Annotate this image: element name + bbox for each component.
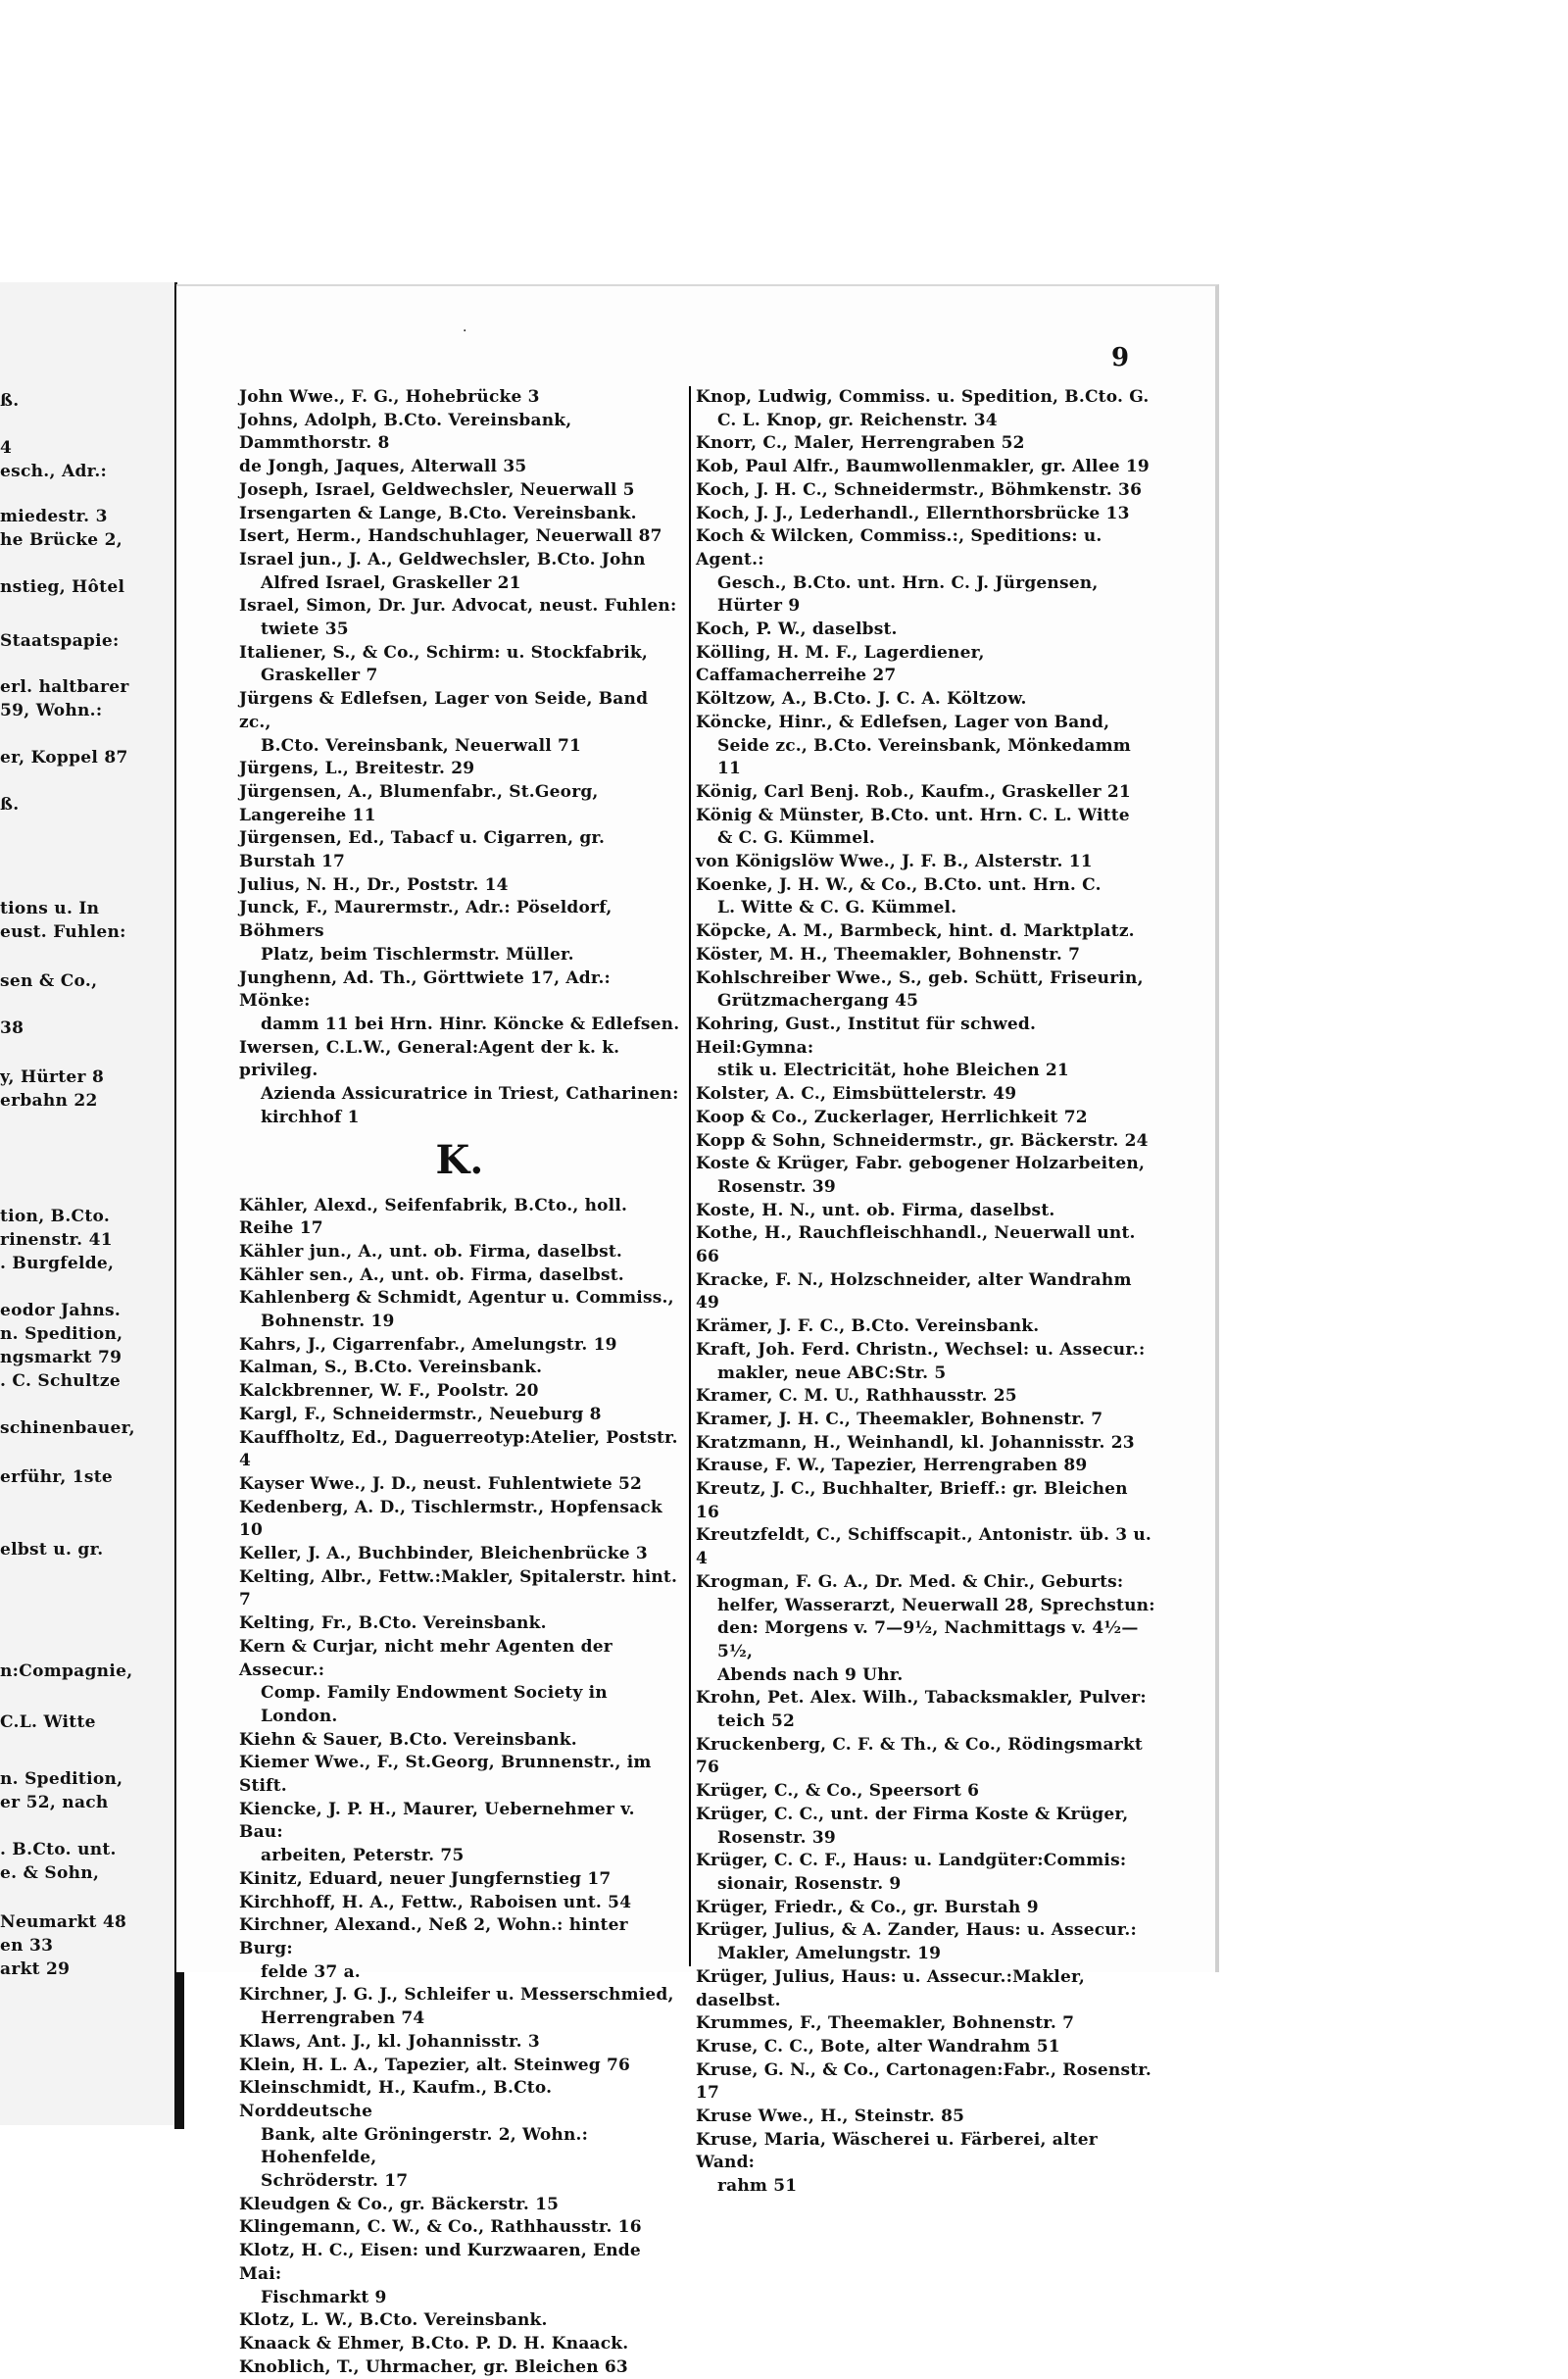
directory-entry-continuation: felde 37 a. <box>261 1961 361 1982</box>
directory-entry: Kauffholtz, Ed., Daguerreotyp:Atelier, Poststr. 4 <box>239 1427 678 1471</box>
directory-entry: Kedenberg, A. D., Tischlermstr., Hopfensack 10 <box>239 1497 662 1541</box>
directory-entry-continuation: Rosenstr. 39 <box>717 1827 836 1848</box>
directory-entry: Kruse, Maria, Wäscherei u. Färberei, alter Wand: <box>696 2129 1098 2173</box>
directory-entry-continuation: Fischmarkt 9 <box>261 2287 387 2307</box>
directory-entry: Köster, M. H., Theemakler, Bohnenstr. 7 <box>696 944 1081 965</box>
directory-entry: Israel jun., J. A., Geldwechsler, B.Cto. John <box>239 549 646 570</box>
directory-entry-continuation: & C. G. Kümmel. <box>717 828 876 849</box>
directory-entry: Jürgensen, A., Blumenfabr., St.Georg, Langereihe 11 <box>239 781 599 825</box>
directory-entry: Kahlenberg & Schmidt, Agentur u. Commiss., <box>239 1288 674 1309</box>
directory-entry: Kleinschmidt, H., Kaufm., B.Cto. Norddeutsche <box>239 2078 553 2121</box>
left-page-text-fragment: n:Compagnie, <box>0 1661 133 1681</box>
directory-column-left <box>239 386 680 2379</box>
directory-entry: Krummes, F., Theemakler, Bohnenstr. 7 <box>696 2013 1075 2034</box>
directory-entry: Kalckbrenner, W. F., Poolstr. 20 <box>239 1381 539 1402</box>
directory-entry: Kähler, Alexd., Seifenfabrik, B.Cto., holl. Reihe 17 <box>239 1195 628 1239</box>
directory-entry: Krüger, C. C. F., Haus: u. Landgüter:Commis: <box>696 1851 1127 1871</box>
left-page-text-fragment: n. Spedition, <box>0 1769 123 1789</box>
left-page-text-fragment: eodor Jahns. <box>0 1301 122 1320</box>
left-page-text-fragment: e. & Sohn, <box>0 1863 100 1883</box>
directory-entry-continuation: Azienda Assicuratrice in Triest, Catharinen: <box>261 1084 679 1105</box>
directory-entry: Klein, H. L. A., Tapezier, alt. Steinweg 76 <box>239 2055 631 2075</box>
directory-entry: Kohring, Gust., Institut für schwed. Heil:Gymna: <box>696 1014 1037 1058</box>
directory-entry: Kramer, J. H. C., Theemakler, Bohnenstr. 7 <box>696 1409 1103 1429</box>
directory-entry: Krogman, F. G. A., Dr. Med. & Chir., Geburts: <box>696 1571 1124 1592</box>
directory-entry: Knorr, C., Maler, Herrengraben 52 <box>696 433 1025 454</box>
directory-entry: Koch & Wilcken, Commiss.:, Speditions: u. Agent.: <box>696 526 1102 570</box>
directory-entry: Kolster, A. C., Eimsbüttelerstr. 49 <box>696 1084 1017 1105</box>
directory-entry: Kreutzfeldt, C., Schiffscapit., Antonistr. üb. 3 u. 4 <box>696 1525 1152 1569</box>
directory-entry: Kelting, Albr., Fettw.:Makler, Spitalerstr. hint. 7 <box>239 1566 678 1611</box>
directory-entry: Kern & Curjar, nicht mehr Agenten der Assecur.: <box>239 1636 612 1680</box>
directory-entry-continuation: Graskeller 7 <box>261 666 378 686</box>
directory-entry: Krüger, C. C., unt. der Firma Koste & Krüger, <box>696 1804 1129 1824</box>
directory-entry-continuation: Schröderstr. 17 <box>261 2171 409 2192</box>
directory-entry: Keller, J. A., Buchbinder, Bleichenbrücke 3 <box>239 1544 648 1564</box>
directory-entry-continuation: twiete 35 <box>261 620 349 640</box>
directory-entry-continuation: sionair, Rosenstr. 9 <box>717 1874 902 1894</box>
directory-entry: Krohn, Pet. Alex. Wilh., Tabacksmakler, Pulver: <box>696 1688 1147 1709</box>
directory-entry: Kleudgen & Co., gr. Bäckerstr. 15 <box>239 2194 560 2214</box>
directory-entry: Kracke, F. N., Holzschneider, alter Wandrahm 49 <box>696 1269 1132 1313</box>
directory-entry: Kruckenberg, C. F. & Th., & Co., Rödingsmarkt 76 <box>696 1734 1143 1778</box>
left-page-text-fragment: tion, B.Cto. <box>0 1207 111 1226</box>
directory-entry: Koop & Co., Zuckerlager, Herrlichkeit 72 <box>696 1107 1088 1127</box>
left-page-text-fragment: Staatspapie: <box>0 631 120 651</box>
left-page-text-fragment: nstieg, Hôtel <box>0 577 125 597</box>
left-page-text-fragment: arkt 29 <box>0 1959 71 1979</box>
directory-entry: Knop, Ludwig, Commiss. u. Spedition, B.Cto. G. <box>696 387 1150 407</box>
directory-entry-continuation: Comp. Family Endowment Society in London. <box>261 1683 608 1726</box>
directory-entry: Knaack & Ehmer, B.Cto. P. D. H. Knaack. <box>239 2333 629 2354</box>
directory-entry: Kahrs, J., Cigarrenfabr., Amelungstr. 19 <box>239 1334 617 1355</box>
directory-entry-continuation: Alfred Israel, Graskeller 21 <box>261 572 521 593</box>
directory-entry-continuation: kirchhof 1 <box>261 1107 360 1127</box>
left-page-text-fragment: erl. haltbarer <box>0 677 129 697</box>
directory-entry: de Jongh, Jaques, Alterwall 35 <box>239 457 527 477</box>
directory-entry-continuation: stik u. Electricität, hohe Bleichen 21 <box>717 1061 1069 1081</box>
directory-entry: Kelting, Fr., B.Cto. Vereinsbank. <box>239 1613 547 1634</box>
directory-entry: Klotz, L. W., B.Cto. Vereinsbank. <box>239 2310 548 2331</box>
left-page-text-fragment: er 52, nach <box>0 1793 109 1812</box>
left-page-text-fragment: 38 <box>0 1018 24 1038</box>
column-divider <box>689 386 691 1966</box>
left-page-text-fragment: C.L. Witte <box>0 1712 96 1732</box>
directory-entry: Kratzmann, H., Weinhandl, kl. Johannisstr. 23 <box>696 1432 1135 1453</box>
directory-entry: Krämer, J. F. C., B.Cto. Vereinsbank. <box>696 1316 1040 1337</box>
directory-entry: Kopp & Sohn, Schneidermstr., gr. Bäckerstr. 24 <box>696 1130 1149 1151</box>
left-page-text-fragment: 59, Wohn.: <box>0 701 103 720</box>
left-page-text-fragment: . Burgfelde, <box>0 1254 115 1273</box>
directory-entry: Koste & Krüger, Fabr. gebogener Holzarbeiten, <box>696 1154 1146 1174</box>
directory-entry: Kraft, Joh. Ferd. Christn., Wechsel: u. Assecur.: <box>696 1339 1146 1360</box>
directory-entry-continuation: Hürter 9 <box>717 596 801 617</box>
directory-entry: Köncke, Hinr., & Edlefsen, Lager von Band, <box>696 712 1110 732</box>
directory-entry: Kruse, C. C., Bote, alter Wandrahm 51 <box>696 2036 1060 2057</box>
directory-entry: Jürgens, L., Breitestr. 29 <box>239 759 475 779</box>
directory-entry-continuation: Herrengraben 74 <box>261 2008 425 2029</box>
left-page-text-fragment: n. Spedition, <box>0 1324 123 1344</box>
directory-entry-continuation: Seide zc., B.Cto. Vereinsbank, Mönkedamm 11 <box>717 735 1131 779</box>
directory-entry: Krüger, Julius, Haus: u. Assecur.:Makler, daselbst. <box>696 1966 1086 2010</box>
directory-entry: Krüger, Julius, & A. Zander, Haus: u. Assecur.: <box>696 1920 1138 1941</box>
directory-entry: Jürgens & Edlefsen, Lager von Seide, Band zc., <box>239 689 649 732</box>
directory-entry-continuation: B.Cto. Vereinsbank, Neuerwall 71 <box>261 735 582 756</box>
left-page-text-fragment: he Brücke 2, <box>0 530 122 550</box>
directory-entry: Kreutz, J. C., Buchhalter, Brieff.: gr. Bleichen 16 <box>696 1479 1128 1522</box>
directory-entry: König, Carl Benj. Rob., Kaufm., Graskeller 21 <box>696 781 1131 802</box>
directory-entry: Koch, J. H. C., Schneidermstr., Böhmkenstr. 36 <box>696 479 1143 500</box>
directory-entry: Johns, Adolph, B.Cto. Vereinsbank, Dammthorstr. 8 <box>239 410 572 454</box>
directory-entry: Kähler jun., A., unt. ob. Firma, daselbst. <box>239 1241 623 1262</box>
directory-entry-continuation: Bohnenstr. 19 <box>261 1312 395 1332</box>
directory-entry: Kirchner, J. G. J., Schleifer u. Messerschmied, <box>239 1985 674 2006</box>
left-page-text-fragment: Neumarkt 48 <box>0 1912 127 1932</box>
directory-entry: Klingemann, C. W., & Co., Rathhausstr. 16 <box>239 2217 642 2238</box>
left-page-text-fragment: sen & Co., <box>0 971 98 991</box>
page-number: 9 <box>1111 343 1130 372</box>
left-page-text-fragment: er, Koppel 87 <box>0 748 128 768</box>
directory-entry: Jürgensen, Ed., Tabacf u. Cigarren, gr. Burstah 17 <box>239 828 606 872</box>
directory-entry: Koenke, J. H. W., & Co., B.Cto. unt. Hrn. C. <box>696 874 1102 895</box>
directory-entry: Junck, F., Maurermstr., Adr.: Pöseldorf, Böhmers <box>239 898 612 942</box>
directory-entry: Kiencke, J. P. H., Maurer, Uebernehmer v. Bau: <box>239 1799 635 1843</box>
left-page-text-fragment: 4 <box>0 438 13 458</box>
directory-entry-continuation: Bank, alte Gröningerstr. 2, Wohn.: Hohenfelde, <box>261 2124 589 2168</box>
left-page-text-fragment: ngsmarkt 79 <box>0 1348 122 1367</box>
left-page-text-fragment: y, Hürter 8 <box>0 1067 105 1087</box>
directory-entry: Krüger, C., & Co., Speersort 6 <box>696 1781 980 1802</box>
directory-entry: Köpcke, A. M., Barmbeck, hint. d. Marktplatz. <box>696 921 1135 942</box>
directory-entry: Kothe, H., Rauchfleischhandl., Neuerwall unt. 66 <box>696 1223 1136 1267</box>
directory-entry: Israel, Simon, Dr. Jur. Advocat, neust. Fuhlen: <box>239 596 677 617</box>
directory-entry: Koste, H. N., unt. ob. Firma, daselbst. <box>696 1200 1055 1220</box>
directory-entry-continuation: teich 52 <box>717 1711 796 1732</box>
left-page-text-fragment: ß. <box>0 795 20 815</box>
directory-entry: Kramer, C. M. U., Rathhausstr. 25 <box>696 1386 1017 1407</box>
left-page-text-fragment: miedestr. 3 <box>0 507 108 526</box>
left-page-text-fragment: erbahn 22 <box>0 1091 98 1111</box>
section-letter-heading: K. <box>435 1136 484 1183</box>
left-page-text-fragment: erführ, 1ste <box>0 1467 114 1487</box>
directory-column-right <box>696 386 1156 2199</box>
left-page-text-fragment: tions u. In <box>0 899 100 918</box>
directory-entry: Kohlschreiber Wwe., S., geb. Schütt, Friseurin, <box>696 967 1144 988</box>
directory-entry: Koch, J. J., Lederhandl., Ellernthorsbrücke 13 <box>696 503 1130 523</box>
directory-entry-continuation: helfer, Wasserarzt, Neuerwall 28, Sprechstun: <box>717 1595 1155 1615</box>
directory-entry-continuation: Abends nach 9 Uhr. <box>717 1664 904 1685</box>
directory-entry-continuation: C. L. Knop, gr. Reichenstr. 34 <box>717 410 998 430</box>
directory-entry: Isert, Herm., Handschuhlager, Neuerwall 87 <box>239 526 662 547</box>
directory-entry-continuation: Makler, Amelungstr. 19 <box>717 1944 942 1964</box>
directory-entry: Krüger, Friedr., & Co., gr. Burstah 9 <box>696 1897 1039 1917</box>
directory-entry: König & Münster, B.Cto. unt. Hrn. C. L. Witte <box>696 805 1130 825</box>
left-page-text-fragment: . C. Schultze <box>0 1371 121 1391</box>
directory-entry-continuation: Platz, beim Tischlermstr. Müller. <box>261 944 574 965</box>
left-page-text-fragment: rinenstr. 41 <box>0 1230 113 1250</box>
directory-entry: Kiehn & Sauer, B.Cto. Vereinsbank. <box>239 1729 577 1750</box>
directory-entry-continuation: rahm 51 <box>717 2176 798 2197</box>
directory-entry: Knoblich, T., Uhrmacher, gr. Bleichen 63 <box>239 2356 628 2377</box>
directory-entry-continuation: Gesch., B.Cto. unt. Hrn. C. J. Jürgensen, <box>717 572 1099 593</box>
directory-entry: Kiemer Wwe., F., St.Georg, Brunnenstr., im Stift. <box>239 1753 652 1797</box>
directory-entry-continuation: Grützmachergang 45 <box>717 991 919 1012</box>
directory-entry: Irsengarten & Lange, B.Cto. Vereinsbank. <box>239 503 637 523</box>
directory-entry: Koch, P. W., daselbst. <box>696 620 898 640</box>
left-page-text-fragment: eust. Fuhlen: <box>0 922 126 942</box>
directory-entry: Kalman, S., B.Cto. Vereinsbank. <box>239 1358 543 1378</box>
directory-entry-continuation: arbeiten, Peterstr. 75 <box>261 1846 465 1866</box>
directory-entry: Kargl, F., Schneidermstr., Neueburg 8 <box>239 1404 602 1424</box>
directory-entry: von Königslöw Wwe., J. F. B., Alsterstr. 11 <box>696 852 1093 872</box>
directory-entry: Joseph, Israel, Geldwechsler, Neuerwall 5 <box>239 479 635 500</box>
directory-entry: Kob, Paul Alfr., Baumwollenmakler, gr. Allee 19 <box>696 457 1150 477</box>
left-page-text-fragment: . B.Cto. unt. <box>0 1840 117 1859</box>
directory-entry: Kirchhoff, H. A., Fettw., Raboisen unt. 54 <box>239 1892 632 1912</box>
directory-entry: Krause, F. W., Tapezier, Herrengraben 89 <box>696 1456 1088 1476</box>
directory-entry-continuation: damm 11 bei Hrn. Hinr. Köncke & Edlefsen. <box>261 1014 680 1034</box>
directory-entry: Klaws, Ant. J., kl. Johannisstr. 3 <box>239 2031 540 2052</box>
left-page-fragment <box>0 282 177 2125</box>
directory-entry: Klotz, H. C., Eisen: und Kurzwaaren, Ende Mai: <box>239 2241 641 2284</box>
left-page-text-fragment: ß. <box>0 391 20 411</box>
directory-entry-continuation: Rosenstr. 39 <box>717 1176 836 1197</box>
directory-entry: Iwersen, C.L.W., General:Agent der k. k. privileg. <box>239 1037 620 1081</box>
left-page-text-fragment: esch., Adr.: <box>0 462 108 481</box>
directory-entry-continuation: den: Morgens v. 7—9½, Nachmittags v. 4½—5½, <box>717 1618 1139 1661</box>
directory-entry: Julius, N. H., Dr., Poststr. 14 <box>239 874 509 895</box>
left-page-text-fragment: schinenbauer, <box>0 1418 135 1438</box>
directory-entry: Kayser Wwe., J. D., neust. Fuhlentwiete 52 <box>239 1473 643 1494</box>
print-mark: · <box>463 323 467 339</box>
left-page-text-fragment: en 33 <box>0 1936 54 1956</box>
directory-entry: Italiener, S., & Co., Schirm: u. Stockfabrik, <box>239 642 649 663</box>
directory-entry: Kirchner, Alexand., Neß 2, Wohn.: hinter Burg: <box>239 1915 628 1958</box>
directory-entry-continuation: makler, neue ABC:Str. 5 <box>717 1363 947 1383</box>
directory-entry-continuation: L. Witte & C. G. Kümmel. <box>717 898 957 918</box>
left-page-text-fragment: elbst u. gr. <box>0 1540 104 1560</box>
directory-entry: Junghenn, Ad. Th., Görttwiete 17, Adr.: Mönke: <box>239 967 612 1012</box>
directory-entry: Kähler sen., A., unt. ob. Firma, daselbst. <box>239 1264 624 1285</box>
directory-entry: Költzow, A., B.Cto. J. C. A. Költzow. <box>696 689 1027 710</box>
directory-entry: Kölling, H. M. F., Lagerdiener, Caffamacherreihe 27 <box>696 642 985 686</box>
directory-entry: John Wwe., F. G., Hohebrücke 3 <box>239 387 540 407</box>
directory-entry: Kruse, G. N., & Co., Cartonagen:Fabr., Rosenstr. 17 <box>696 2059 1152 2104</box>
directory-entry: Kruse Wwe., H., Steinstr. 85 <box>696 2106 965 2127</box>
directory-entry: Kinitz, Eduard, neuer Jungfernstieg 17 <box>239 1868 612 1889</box>
